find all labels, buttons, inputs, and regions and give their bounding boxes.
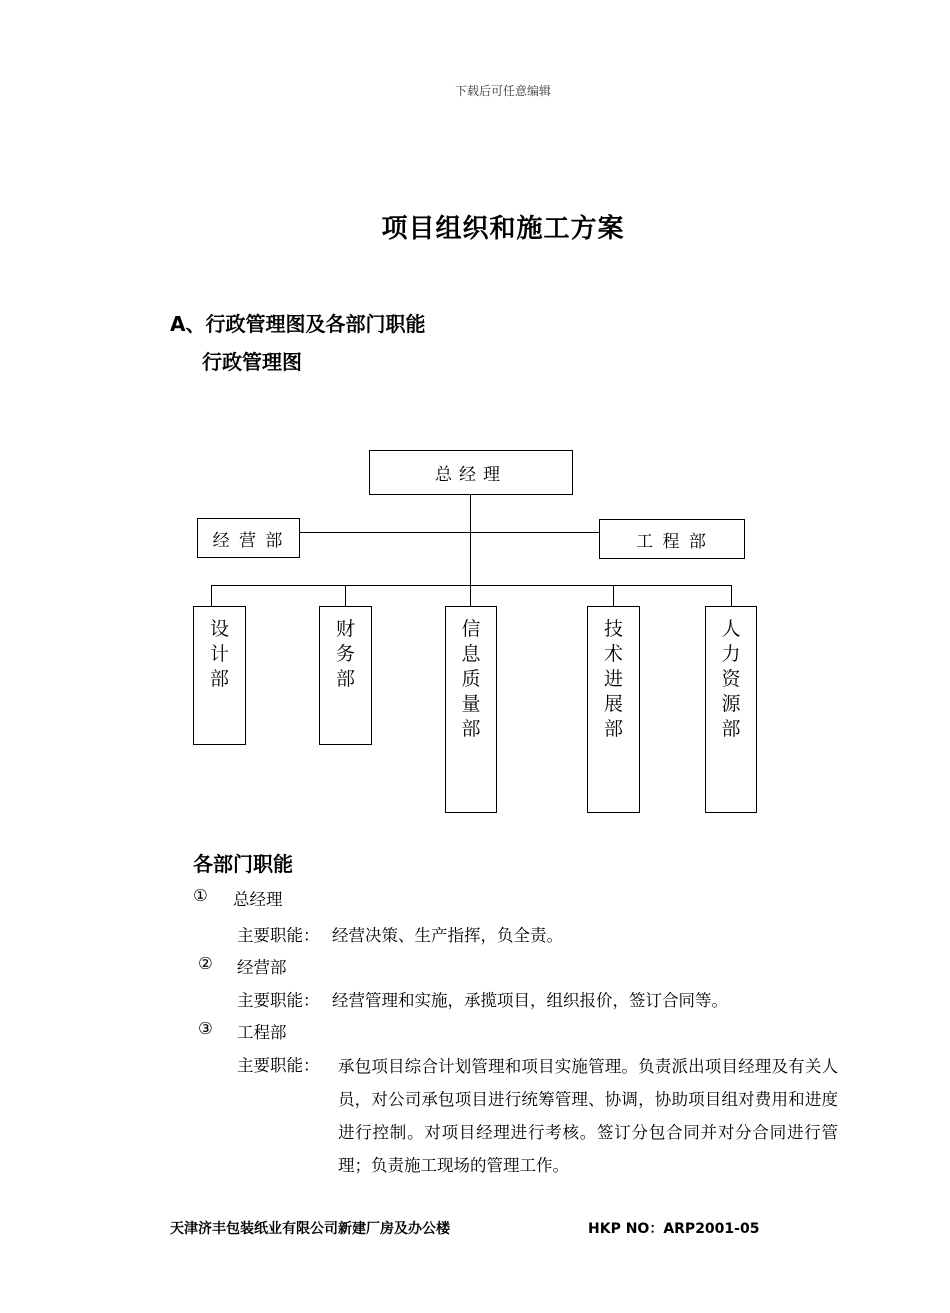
- org-node-char: 部: [461, 718, 481, 740]
- org-node-general-manager: [369, 450, 573, 495]
- duty-text: 承包项目综合计划管理和项目实施管理。负责派出项目经理及有关人员，对公司承包项目进行统筹管理、协调，协助项目组对费用和进度进行控制。对项目经理进行考核。签订分包合同并对分合同进行管理；负责施工现场的管理工作。: [338, 1057, 838, 1175]
- footer-project-name: 天津济丰包装纸业有限公司新建厂房及办公楼: [170, 1221, 450, 1237]
- org-node-char: 信: [461, 618, 481, 640]
- org-node-char: 设: [209, 618, 229, 640]
- duty-number: ③: [198, 1019, 213, 1038]
- org-node-char: 息: [461, 643, 481, 665]
- side-branch-line: [299, 532, 600, 533]
- duty-dept-name: 总经理: [233, 890, 283, 909]
- dept-drop-line: [613, 585, 614, 606]
- org-node-hr-dept: [705, 606, 757, 813]
- dept-bus-line: [211, 585, 732, 586]
- org-node-char: 人: [721, 618, 741, 640]
- duty-text: 经营决策、生产指挥，负全责。: [332, 926, 563, 945]
- org-node-char: 计: [209, 643, 229, 665]
- org-node-design-dept: [193, 606, 246, 745]
- org-node-engineering-dept: [599, 519, 745, 559]
- dept-drop-line: [211, 585, 212, 606]
- org-node-char: 进: [603, 668, 623, 690]
- org-node-char: 部: [209, 668, 229, 690]
- org-node-tech-progress-dept: [587, 606, 640, 813]
- org-node-char: 源: [721, 693, 741, 715]
- duty-label: 主要职能：: [237, 926, 320, 945]
- duty-dept-name: 经营部: [237, 958, 287, 977]
- duty-label: 主要职能：: [237, 1056, 320, 1075]
- org-chart-heading: 行政管理图: [202, 350, 302, 374]
- org-node-char: 术: [603, 643, 623, 665]
- org-node-char: 力: [721, 643, 741, 665]
- footer-doc-number: HKP NO：ARP2001-05: [588, 1221, 760, 1237]
- dept-drop-line: [731, 585, 732, 606]
- org-node-char: 质: [461, 668, 481, 690]
- dept-drop-line: [345, 585, 346, 606]
- org-node-finance-dept: [319, 606, 372, 745]
- org-node-label: 经 营 部: [212, 530, 285, 551]
- document-title: 项目组织和施工方案: [381, 214, 625, 244]
- org-node-char: 部: [335, 668, 355, 690]
- org-node-business-dept: [197, 518, 300, 558]
- org-node-char: 技: [603, 618, 623, 640]
- duty-dept-name: 工程部: [237, 1023, 287, 1042]
- org-node-char: 财: [335, 618, 355, 640]
- duty-label: 主要职能：: [237, 991, 320, 1010]
- org-node-info-quality-dept: [445, 606, 497, 813]
- org-node-char: 务: [335, 643, 355, 665]
- org-node-char: 部: [603, 718, 623, 740]
- org-node-char: 量: [461, 693, 481, 715]
- org-node-label: 总经理: [435, 465, 507, 485]
- duty-number: ①: [193, 886, 208, 905]
- duty-text: 经营管理和实施，承揽项目，组织报价，签订合同等。: [332, 991, 728, 1010]
- org-node-char: 展: [603, 693, 623, 715]
- trunk-line: [470, 494, 471, 606]
- duties-heading: 各部门职能: [193, 852, 293, 876]
- page-watermark: 下载后可任意编辑: [454, 84, 551, 98]
- org-node-char: 资: [721, 668, 741, 690]
- duty-number: ②: [198, 954, 213, 973]
- section-a-heading: A、行政管理图及各部门职能: [170, 312, 426, 336]
- org-node-label: 工 程 部: [636, 531, 708, 552]
- org-node-char: 部: [721, 718, 741, 740]
